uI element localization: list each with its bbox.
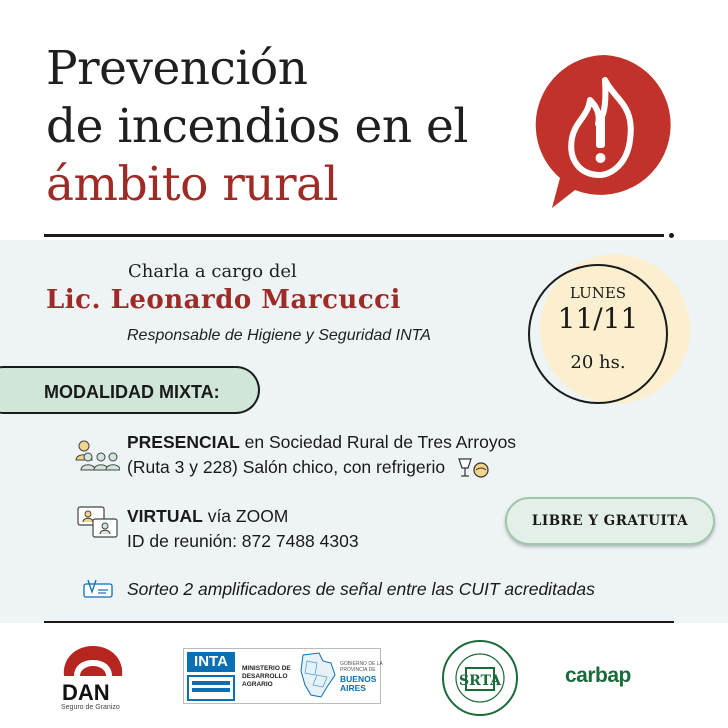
presencial-line-2: (Ruta 3 y 228) Salón chico, con refrigerio — [127, 457, 446, 477]
speaker-intro: Charla a cargo del — [128, 261, 297, 282]
free-badge: LIBRE Y GRATUITA — [505, 497, 715, 545]
date-number: 11/11 — [557, 302, 639, 335]
inta-wordmark: INTA — [187, 652, 235, 672]
dan-subtitle: Seguro de Granizo — [61, 704, 120, 711]
page-title — [46, 40, 468, 214]
inta-bars-icon — [187, 675, 235, 701]
gobierno-text: GOBIERNO DE LA PROVINCIA DE — [340, 661, 383, 673]
buenos-aires-text: BUENOS AIRES — [340, 674, 377, 693]
carbap-logo: carbap — [565, 664, 631, 687]
date-time: 20 hs. — [570, 352, 626, 373]
speaker-name: Lic. Leonardo Marcucci — [46, 285, 401, 315]
drink-snack-icon — [456, 457, 490, 479]
ministerio-text: MINISTERIO DE DESARROLLO AGRARIO — [242, 665, 291, 688]
divider-dot — [669, 233, 674, 238]
presencial-info — [127, 430, 567, 480]
fire-alert-icon — [530, 50, 680, 215]
modalidad-label: MODALIDAD MIXTA: — [44, 382, 220, 402]
raffle-text: Sorteo 2 amplificadores de señal entre las CUIT acreditadas — [127, 579, 595, 599]
virtual-info — [127, 504, 359, 554]
speaker-role: Responsable de Higiene y Seguridad INTA — [127, 327, 431, 344]
header-section — [0, 0, 728, 240]
svg-text:SRTA: SRTA — [458, 673, 502, 689]
buenos-aires-map-icon — [297, 651, 337, 699]
divider-top — [44, 234, 664, 237]
presencial-line-1: en Sociedad Rural de Tres Arroyos — [239, 432, 517, 452]
title-line-1: Prevención — [46, 41, 308, 96]
virtual-line-1: vía ZOOM — [202, 506, 289, 526]
modalidad-pill — [0, 366, 260, 414]
title-line-3: ámbito rural — [46, 157, 339, 212]
ticket-icon — [82, 578, 114, 600]
title-line-2: de incendios en el — [46, 99, 468, 154]
date-day: LUNES — [569, 284, 627, 302]
virtual-label: VIRTUAL — [127, 506, 203, 526]
presencial-label: PRESENCIAL — [127, 432, 240, 452]
video-call-icon — [77, 505, 119, 539]
audience-icon — [74, 438, 120, 472]
virtual-meeting-id: ID de reunión: 872 7488 4303 — [127, 531, 359, 551]
dan-wordmark: DAN — [62, 680, 110, 705]
sociedad-rural-seal — [440, 638, 520, 718]
